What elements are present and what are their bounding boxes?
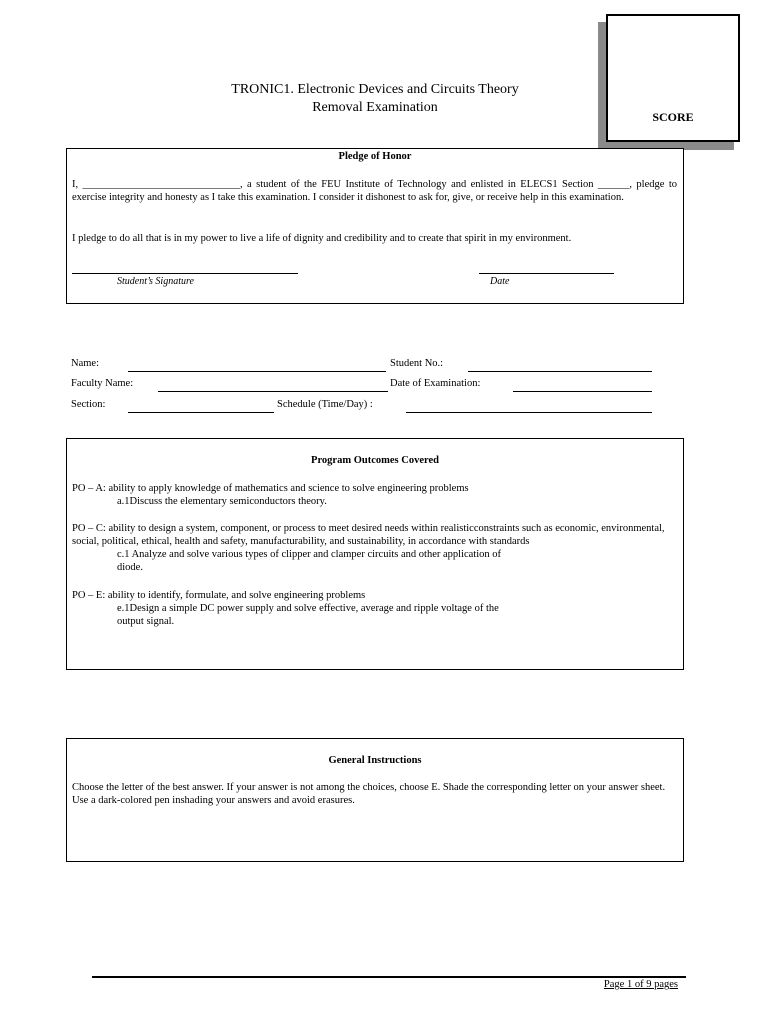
course-title: TRONIC1. Electronic Devices and Circuits Theory bbox=[231, 82, 519, 97]
outcome-sub: e.1Design a simple DC power supply and solve effective, average and ripple voltage of the bbox=[117, 603, 499, 614]
outcome-item bbox=[72, 482, 677, 508]
signature-line[interactable] bbox=[72, 273, 298, 274]
date-label: Date bbox=[490, 276, 510, 287]
outcome-sub: output signal. bbox=[117, 616, 175, 627]
pledge-box bbox=[66, 148, 684, 304]
score-label: SCORE bbox=[652, 110, 694, 124]
outcome-item bbox=[72, 589, 677, 628]
faculty-name-label: Faculty Name: bbox=[71, 378, 134, 389]
schedule-label: Schedule (Time/Day) : bbox=[277, 399, 373, 410]
program-outcomes-box bbox=[66, 438, 684, 670]
student-no-field[interactable] bbox=[468, 371, 652, 372]
score-box[interactable] bbox=[606, 14, 740, 142]
name-field[interactable] bbox=[128, 371, 386, 372]
page-number: Page 1 of 9 pages bbox=[603, 979, 678, 990]
outcome-heading: PO – A: ability to apply knowledge of mathematics and science to solve engineering problems bbox=[72, 483, 469, 494]
signature-label: Student’s Signature bbox=[117, 276, 194, 287]
outcome-sub: diode. bbox=[117, 562, 143, 573]
schedule-field[interactable] bbox=[406, 412, 652, 413]
outcome-sub: c.1 Analyze and solve various types of clipper and clamper circuits and other application of bbox=[117, 549, 501, 560]
date-line[interactable] bbox=[479, 273, 614, 274]
general-instructions-title: General Instructions bbox=[328, 755, 422, 766]
footer-rule bbox=[92, 976, 686, 978]
general-instructions-text: Choose the letter of the best answer. If your answer is not among the choices, choose E. Shade the corresponding letter on your answer sheet. Use a dark-colored pen inshading your answers and avoid erasures. bbox=[72, 782, 666, 806]
outcome-heading: PO – C: ability to design a system, component, or process to meet desired needs within realisticconstraints such as economic, environmental, social, political, ethical, health and safety, manufacturability, and sustainability, in accordance with standards bbox=[72, 523, 665, 547]
general-instructions-box bbox=[66, 738, 684, 862]
faculty-name-field[interactable] bbox=[158, 391, 388, 392]
section-label: Section: bbox=[71, 399, 106, 410]
pledge-title: Pledge of Honor bbox=[338, 151, 412, 162]
exam-type: Removal Examination bbox=[312, 100, 438, 115]
outcome-item bbox=[72, 522, 677, 574]
student-no-label: Student No.: bbox=[390, 358, 444, 369]
pledge-paragraph-1: I, ______________________________, a student of the FEU Institute of Technology and enlisted in ELECS1 Section ______, pledge to exercise integrity and honesty as I take this examination. I consider it dishonest to ask for, give, or receive help in this examination. bbox=[72, 179, 677, 203]
outcome-sub: a.1Discuss the elementary semiconductors theory. bbox=[117, 496, 327, 507]
exam-date-field[interactable] bbox=[513, 391, 652, 392]
outcome-heading: PO – E: ability to identify, formulate, and solve engineering problems bbox=[72, 590, 366, 601]
program-outcomes-title: Program Outcomes Covered bbox=[311, 455, 439, 466]
name-label: Name: bbox=[71, 358, 99, 369]
section-field[interactable] bbox=[128, 412, 274, 413]
pledge-paragraph-2: I pledge to do all that is in my power to live a life of dignity and credibility and to create that spirit in my environment. bbox=[72, 233, 572, 244]
exam-date-label: Date of Examination: bbox=[390, 378, 481, 389]
